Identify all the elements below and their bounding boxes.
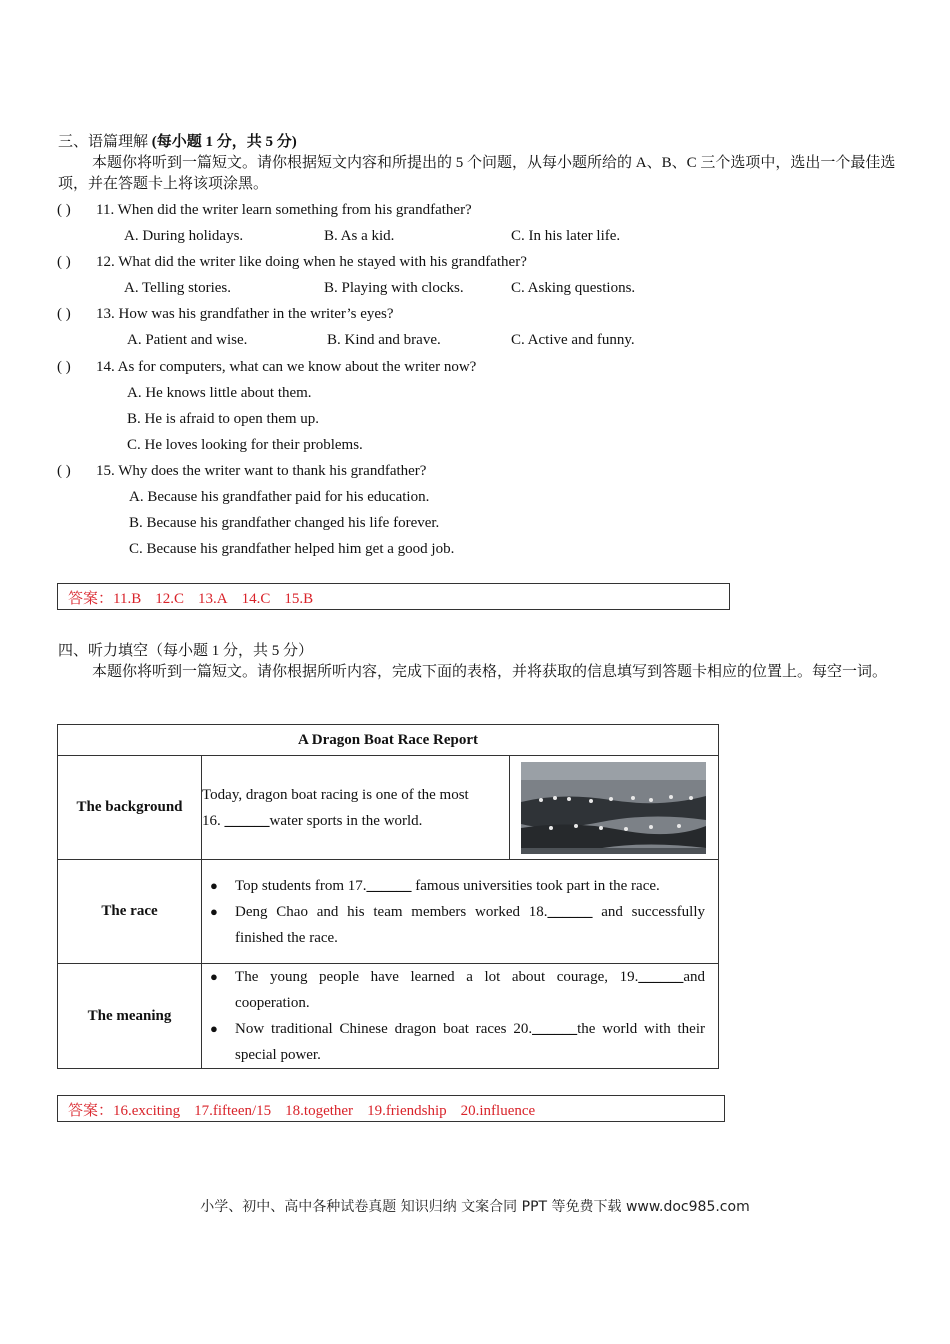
q14-option-a: A. He knows little about them. (127, 385, 312, 401)
race-bullet-2 (202, 899, 705, 951)
background-cell (202, 756, 510, 860)
q11-option-a: A. During holidays. (124, 228, 244, 244)
blank-number: 16. (202, 812, 225, 829)
meaning-bullet-2 (202, 1016, 705, 1068)
background-line-1: Today, dragon boat racing is one of the most (202, 786, 469, 803)
q15-option-b: B. Because his grandfather changed his life forever. (129, 515, 440, 531)
dragon-boat-photo (521, 762, 706, 854)
section3-score: (每小题 1 分，共 5 分) (151, 134, 297, 150)
answer-label: 答案： (68, 1103, 114, 1119)
answer-box-section3 (57, 583, 730, 610)
q11-option-b: B. As a kid. (324, 228, 395, 244)
q15-text: 15. Why does the writer want to thank his grandfather? (96, 463, 427, 479)
section3-instruction: 本题你将听到一篇短文。请你根据短文内容和所提出的 5 个问题，从每小题所给的 A、B、C 三个选项中，选出一个最佳选项，并在答题卡上将该项涂黑。 (58, 155, 896, 192)
answer-item: 18.together (285, 1103, 354, 1119)
footer-watermark-text: 小学、初中、高中各种试卷真题 知识归纳 文案合同 PPT 等免费下载 www.doc985.com (200, 1199, 750, 1215)
q11-option-c: C. In his later life. (511, 228, 621, 244)
blank-19: ______ (638, 969, 684, 985)
q12-bracket: ( ) (57, 254, 71, 270)
q14-option-b: B. He is afraid to open them up. (127, 411, 320, 427)
answer-item: 13.A (197, 591, 228, 607)
answer-line (68, 587, 327, 608)
meaning-cell (202, 964, 719, 1069)
answer-item: 14.C (241, 591, 271, 607)
q15-option-c: C. Because his grandfather helped him get a good job. (129, 541, 455, 557)
section4-title: 四、听力填空（每小题 1 分，共 5 分） (58, 643, 314, 659)
answer-item: 19.friendship (367, 1103, 447, 1119)
section3-title: 三、语篇理解 (58, 134, 149, 150)
q12-text: 12. What did the writer like doing when he stayed with his grandfather? (96, 254, 527, 270)
q15-option-a: A. Because his grandfather paid for his education. (129, 489, 430, 505)
answer-item: 16.exciting (113, 1103, 181, 1119)
answer-item: 11.B (113, 591, 142, 607)
answer-label: 答案： (68, 591, 114, 607)
meaning-b1-post: and cooperation. (235, 969, 705, 1011)
q12-option-b: B. Playing with clocks. (324, 280, 464, 296)
q13-option-a: A. Patient and wise. (127, 332, 248, 348)
race-bullet-1 (202, 873, 705, 899)
report-table (57, 724, 719, 1069)
q14-bracket: ( ) (57, 359, 71, 375)
answer-item: 12.C (155, 591, 184, 607)
race-b1-pre: Top students from 17. (235, 877, 367, 894)
race-b2-pre: Deng Chao and his team members worked 18. (235, 903, 548, 920)
background-line-2 (202, 808, 509, 834)
q12-option-c: C. Asking questions. (511, 280, 636, 296)
meaning-bullet-1 (202, 964, 705, 1016)
q13-option-b: B. Kind and brave. (327, 332, 441, 348)
q13-bracket: ( ) (57, 306, 71, 322)
q15-bracket: ( ) (57, 463, 71, 479)
answer-box-section4 (57, 1095, 725, 1122)
dragon-boat-photo-cell (509, 756, 718, 860)
answer-line (68, 1099, 549, 1120)
meaning-b2-post: the world with their special power. (235, 1021, 706, 1063)
section4-instruction: 本题你将听到一篇短文。请你根据所听内容，完成下面的表格，并将获取的信息填写到答题卡相应的位置上。每空一词。 (92, 664, 888, 680)
q14-text: 14. As for computers, what can we know about the writer now? (96, 359, 477, 375)
q11-bracket: ( ) (57, 202, 71, 218)
blank-20: ______ (532, 1021, 578, 1037)
row-label-background: The background (58, 756, 202, 860)
q13-text: 13. How was his grandfather in the writer’s eyes? (96, 306, 394, 322)
meaning-b2-pre: Now traditional Chinese dragon boat races 20. (235, 1021, 533, 1037)
race-cell (202, 860, 719, 964)
blank-16: ______ (224, 812, 270, 829)
blank-17: ______ (366, 877, 412, 894)
race-b2-post: and successfully finished the race. (235, 903, 705, 946)
answer-item: 20.influence (460, 1103, 536, 1119)
section3-title-line (58, 132, 297, 152)
row-label-meaning: The meaning (58, 964, 202, 1069)
dragon-boat-image (521, 762, 706, 854)
q13-option-c: C. Active and funny. (511, 332, 635, 348)
background-text-tail: water sports in the world. (269, 812, 423, 829)
row-label-race: The race (58, 860, 202, 964)
answer-item: 17.fifteen/15 (194, 1103, 272, 1119)
answer-item: 15.B (284, 591, 314, 607)
table-header: A Dragon Boat Race Report (58, 725, 719, 756)
meaning-b1-pre: The young people have learned a lot about courage, 19. (235, 969, 639, 985)
blank-18: ______ (547, 903, 593, 920)
q11-text: 11. When did the writer learn something from his grandfather? (96, 202, 472, 218)
q14-option-c: C. He loves looking for their problems. (127, 437, 363, 453)
q12-option-a: A. Telling stories. (124, 280, 231, 296)
race-b1-post: famous universities took part in the race. (411, 877, 660, 894)
